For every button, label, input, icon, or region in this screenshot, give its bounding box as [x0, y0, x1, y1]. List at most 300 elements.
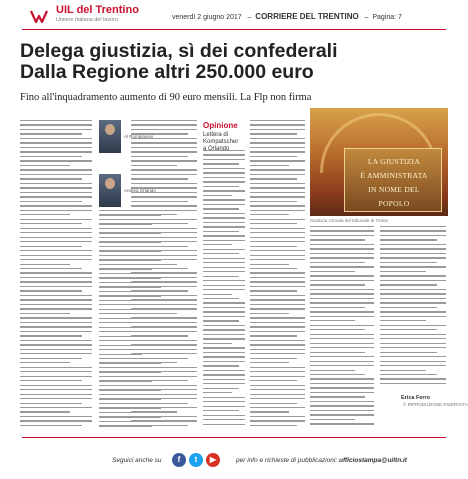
body-text-line [310, 275, 374, 276]
body-text-line [310, 423, 374, 424]
body-text-line [203, 222, 245, 223]
body-text-line [380, 356, 446, 357]
body-text-line [20, 358, 82, 359]
body-text-line [203, 208, 239, 209]
body-text-line [310, 248, 374, 249]
body-text-line [380, 374, 437, 375]
body-text-line [131, 403, 188, 404]
body-text-line [131, 376, 197, 377]
body-text-line [131, 129, 197, 130]
body-text-line [20, 376, 92, 377]
body-text-line [250, 259, 305, 260]
opinion-label: Opinione [203, 121, 238, 130]
body-text-line [203, 388, 239, 389]
body-text-line [250, 340, 305, 341]
body-text-line [20, 268, 82, 269]
body-text-line [131, 124, 197, 125]
body-text-line [250, 264, 289, 265]
body-text-line [20, 214, 70, 215]
body-text-line [310, 302, 374, 303]
body-text-line [203, 280, 245, 281]
body-text-line [250, 394, 305, 395]
body-text-line [250, 156, 297, 157]
body-text-line [310, 383, 374, 384]
body-text-line [250, 322, 305, 323]
body-text-line [203, 356, 245, 357]
body-text-line [380, 365, 446, 366]
follow-label: Seguici anche su [112, 457, 162, 464]
body-text-line [131, 272, 197, 273]
body-text-line [250, 416, 305, 417]
body-text-line [380, 302, 446, 303]
body-text-line [310, 347, 374, 348]
body-text-line [250, 268, 297, 269]
body-text-line [131, 295, 197, 296]
body-text-line [20, 246, 82, 247]
body-text-line [310, 284, 365, 285]
body-text-line [203, 195, 232, 196]
body-text-line [203, 217, 245, 218]
body-text-line [131, 169, 197, 170]
body-text-line [380, 307, 437, 308]
body-text-line [203, 258, 245, 259]
body-text-line [310, 378, 374, 379]
article-column-3 [131, 120, 197, 429]
body-text-line [380, 311, 446, 312]
footer-divider [22, 437, 446, 438]
article-subhead: Fino all'inquadramento aumento di 90 euro mensili. La Flp non firma [20, 92, 312, 103]
body-text-line [380, 253, 446, 254]
body-text-line [380, 280, 446, 281]
body-text-line [203, 231, 239, 232]
body-text-line [20, 277, 92, 278]
body-text-line [20, 232, 92, 233]
body-text-line [20, 411, 70, 412]
plaque-line: IN NOME DEL [368, 185, 420, 194]
body-text-line [131, 385, 197, 386]
body-text-line [203, 159, 245, 160]
body-text-line [380, 370, 426, 371]
body-text-line [131, 147, 197, 148]
body-text-line [310, 311, 374, 312]
body-text-line [131, 420, 197, 421]
body-text-line [203, 271, 245, 272]
body-text-line [310, 271, 355, 272]
body-text-line [380, 329, 437, 330]
body-text-line [250, 151, 305, 152]
body-text-line [131, 308, 197, 309]
body-text-line [131, 183, 197, 184]
body-text-line [380, 244, 446, 245]
body-text-line [310, 235, 374, 236]
body-text-line [310, 356, 374, 357]
body-text-line [20, 237, 92, 238]
justice-plaque [344, 148, 442, 212]
body-text-line [20, 196, 92, 197]
body-text-line [131, 277, 197, 278]
info-prefix: per info e richieste di pubblicazioni: [236, 457, 338, 464]
body-text-line [131, 259, 197, 260]
page-number: Pagina: 7 [372, 14, 402, 21]
body-text-line [203, 186, 239, 187]
body-text-line [310, 329, 365, 330]
body-text-line [203, 383, 245, 384]
body-text-line [131, 353, 197, 354]
body-text-line [250, 133, 297, 134]
body-text-line [250, 241, 305, 242]
body-text-line [203, 343, 232, 344]
body-text-line [203, 235, 245, 236]
body-text-line [20, 317, 92, 318]
body-text-line [203, 410, 239, 411]
body-text-line [203, 181, 245, 182]
body-text-line [250, 380, 297, 381]
pub-date: venerdì 2 giugno 2017 [172, 14, 242, 21]
body-text-line [310, 325, 374, 326]
body-text-line [131, 264, 177, 265]
body-text-line [203, 338, 245, 339]
body-text-line [20, 205, 92, 206]
publication-line: venerdì 2 giugno 2017 – CORRIERE DEL TRENTINO – Pagina: 7 [172, 12, 402, 21]
body-text-line [250, 124, 305, 125]
body-text-line [203, 276, 239, 277]
headline-line-2: Dalla Regione altri 250.000 euro [20, 61, 314, 83]
body-text-line [20, 120, 92, 121]
body-text-line [203, 316, 245, 317]
body-text-line [20, 322, 92, 323]
body-text-line [203, 379, 245, 380]
body-text-line [131, 313, 177, 314]
body-text-line [131, 389, 197, 390]
body-text-line [203, 226, 245, 227]
facebook-icon[interactable]: f [172, 453, 186, 467]
contact-info [236, 457, 407, 464]
body-text-line [250, 331, 305, 332]
twitter-icon[interactable]: t [189, 453, 203, 467]
body-text-line [310, 244, 374, 245]
body-text-line [131, 241, 197, 242]
body-text-line [131, 304, 197, 305]
body-text-line [131, 411, 177, 412]
body-text-line [20, 308, 92, 309]
body-text-line [310, 401, 374, 402]
body-text-line [20, 259, 92, 260]
article-column-4 [203, 150, 245, 428]
article-headline [20, 41, 420, 83]
body-text-line [380, 293, 446, 294]
body-text-line [20, 169, 92, 170]
body-text-line [131, 255, 197, 256]
body-text-line [250, 246, 297, 247]
body-text-line [131, 237, 197, 238]
body-text-line [250, 183, 305, 184]
body-text-line [131, 142, 197, 143]
courtroom-photo [310, 108, 448, 216]
body-text-line [20, 138, 92, 139]
body-text-line [131, 160, 197, 161]
body-text-line [203, 244, 232, 245]
body-text-line [20, 299, 92, 300]
body-text-line [20, 326, 92, 327]
body-text-line [203, 311, 245, 312]
body-text-line [310, 361, 374, 362]
body-text-line [20, 133, 82, 134]
body-text-line [131, 219, 197, 220]
body-text-line [20, 286, 92, 287]
body-text-line [20, 272, 92, 273]
body-text-line [20, 353, 92, 354]
body-text-line [131, 201, 188, 202]
body-text-line [20, 385, 92, 386]
body-text-line [250, 376, 305, 377]
body-text-line [20, 295, 92, 296]
body-text-line [250, 389, 305, 390]
body-text-line [310, 307, 365, 308]
body-text-line [131, 232, 197, 233]
body-text-line [250, 425, 297, 426]
portrait-photo [99, 120, 121, 153]
body-text-line [203, 285, 245, 286]
body-text-line [20, 349, 92, 350]
body-text-line [131, 367, 197, 368]
body-text-line [380, 347, 446, 348]
body-text-line [250, 299, 305, 300]
body-text-line [20, 403, 82, 404]
body-text-line [380, 266, 446, 267]
body-text-line [131, 120, 197, 121]
body-text-line [310, 226, 374, 227]
body-text-line [131, 340, 197, 341]
body-text-line [250, 411, 289, 412]
body-text-line [203, 172, 245, 173]
body-text-line [20, 335, 82, 336]
body-text-line [380, 383, 446, 384]
body-text-line [203, 289, 245, 290]
body-text-line [20, 304, 92, 305]
body-text-line [20, 420, 92, 421]
body-text-line [131, 268, 188, 269]
body-text-line [250, 420, 305, 421]
body-text-line [131, 331, 197, 332]
body-text-line [20, 425, 82, 426]
body-text-line [20, 281, 92, 282]
body-text-line [250, 358, 297, 359]
body-text-line [250, 169, 305, 170]
body-text-line [250, 277, 305, 278]
body-text-line [380, 275, 446, 276]
body-text-line [20, 241, 92, 242]
portrait-caption: Andrea Orlando [124, 188, 156, 193]
body-text-line [20, 394, 92, 395]
body-text-line [203, 298, 239, 299]
body-text-line [20, 178, 82, 179]
photo-caption: Giustizia Un'aula del tribunale di Trento [310, 218, 389, 223]
body-text-line [203, 374, 245, 375]
body-text-line [131, 344, 197, 345]
body-text-line [250, 228, 305, 229]
body-text-line [380, 235, 446, 236]
body-text-line [131, 326, 197, 327]
body-text-line [380, 325, 446, 326]
body-text-line [203, 370, 245, 371]
body-text-line [310, 410, 374, 411]
body-text-line [203, 177, 245, 178]
body-text-line [250, 187, 305, 188]
body-text-line [310, 293, 374, 294]
body-text-line [380, 361, 446, 362]
body-text-line [131, 349, 197, 350]
body-text-line [131, 250, 197, 251]
body-text-line [203, 325, 245, 326]
body-text-line [250, 237, 305, 238]
body-text-line [310, 239, 365, 240]
body-text-line [20, 380, 82, 381]
body-text-line [131, 246, 188, 247]
body-text-line [310, 334, 374, 335]
body-text-line [203, 415, 245, 416]
body-text-line [203, 262, 245, 263]
body-text-line [20, 389, 92, 390]
body-text-line [250, 165, 289, 166]
body-text-line [20, 398, 92, 399]
body-text-line [20, 331, 92, 332]
page-footer [0, 445, 468, 479]
body-text-line [250, 407, 305, 408]
body-text-line [203, 419, 245, 420]
body-text-line [380, 284, 437, 285]
body-text-line [250, 201, 297, 202]
body-text-line [20, 165, 70, 166]
body-text-line [131, 151, 197, 152]
body-text-line [20, 201, 82, 202]
body-text-line [131, 425, 188, 426]
body-text-line [203, 302, 245, 303]
article-column-7 [380, 226, 446, 387]
page-header [0, 0, 468, 30]
body-text-line [250, 192, 305, 193]
body-text-line [131, 290, 188, 291]
body-text-line [380, 271, 426, 272]
body-text-line [310, 419, 355, 420]
copyright-note: © RIPRODUZIONE RISERVATA [403, 402, 468, 407]
body-text-line [380, 338, 446, 339]
body-text-line [380, 262, 437, 263]
body-text-line [203, 347, 245, 348]
body-text-line [310, 338, 374, 339]
body-text-line [310, 320, 355, 321]
plaque-line: POPOLO [378, 199, 410, 208]
body-text-line [310, 414, 374, 415]
body-text-line [203, 424, 245, 425]
body-text-line [20, 174, 92, 175]
body-text-line [380, 343, 446, 344]
body-text-line [250, 196, 305, 197]
org-name: UIL del Trentino [56, 4, 139, 16]
body-text-line [250, 219, 305, 220]
body-text-line [20, 124, 92, 125]
body-text-line [250, 290, 297, 291]
body-text-line [380, 352, 437, 353]
body-text-line [131, 286, 197, 287]
body-text-line [20, 313, 70, 314]
body-text-line [250, 286, 305, 287]
body-text-line [310, 387, 374, 388]
body-text-line [250, 385, 305, 386]
body-text-line [250, 317, 305, 318]
opinion-subtitle: Lettera di Kompatscher a Orlando [203, 132, 239, 152]
body-text-line [20, 250, 92, 251]
body-text-line [380, 298, 446, 299]
newspaper-name: CORRIERE DEL TRENTINO [255, 12, 359, 21]
body-text-line [20, 142, 92, 143]
contact-email-link[interactable]: ufficiostampa@uiltn.it [338, 457, 407, 464]
org-subtitle: Unione Italiana del lavoro [56, 17, 119, 23]
article-column-6 [310, 226, 374, 428]
body-text-line [203, 168, 245, 169]
body-text-line [203, 267, 245, 268]
body-text-line [203, 397, 245, 398]
body-text-line [250, 210, 305, 211]
body-text-line [20, 362, 70, 363]
opinion-box [203, 121, 243, 153]
body-text-line [380, 320, 426, 321]
body-text-line [203, 352, 245, 353]
body-text-line [203, 163, 239, 164]
body-text-line [250, 349, 305, 350]
body-text-line [310, 365, 374, 366]
body-text-line [203, 213, 245, 214]
body-text-line [203, 334, 245, 335]
body-text-line [250, 304, 305, 305]
body-text-line [250, 232, 305, 233]
body-text-line [310, 257, 374, 258]
body-text-line [131, 210, 197, 211]
body-text-line [250, 344, 305, 345]
body-text-line [380, 257, 446, 258]
body-text-line [250, 272, 305, 273]
body-text-line [250, 142, 305, 143]
body-text-line [310, 280, 374, 281]
body-text-line [20, 255, 92, 256]
body-text-line [203, 361, 245, 362]
body-text-line [20, 223, 82, 224]
body-text-line [250, 308, 305, 309]
body-text-line [131, 394, 197, 395]
body-text-line [310, 316, 374, 317]
body-text-line [310, 374, 365, 375]
body-text-line [250, 255, 305, 256]
body-text-line [131, 371, 197, 372]
body-text-line [310, 370, 355, 371]
body-text-line [380, 378, 446, 379]
body-text-line [20, 407, 92, 408]
article-column-5 [250, 120, 305, 429]
body-text-line [131, 165, 177, 166]
body-text-line [250, 371, 305, 372]
body-text-line [203, 199, 245, 200]
body-text-line [203, 320, 239, 321]
body-text-line [310, 298, 374, 299]
body-text-line [131, 228, 197, 229]
body-text-line [131, 322, 197, 323]
youtube-icon[interactable]: ▶ [206, 453, 220, 467]
body-text-line [250, 138, 305, 139]
body-text-line [20, 187, 92, 188]
body-text-line [20, 147, 92, 148]
body-text-line [131, 380, 188, 381]
body-text-line [250, 214, 289, 215]
body-text-line [131, 398, 197, 399]
